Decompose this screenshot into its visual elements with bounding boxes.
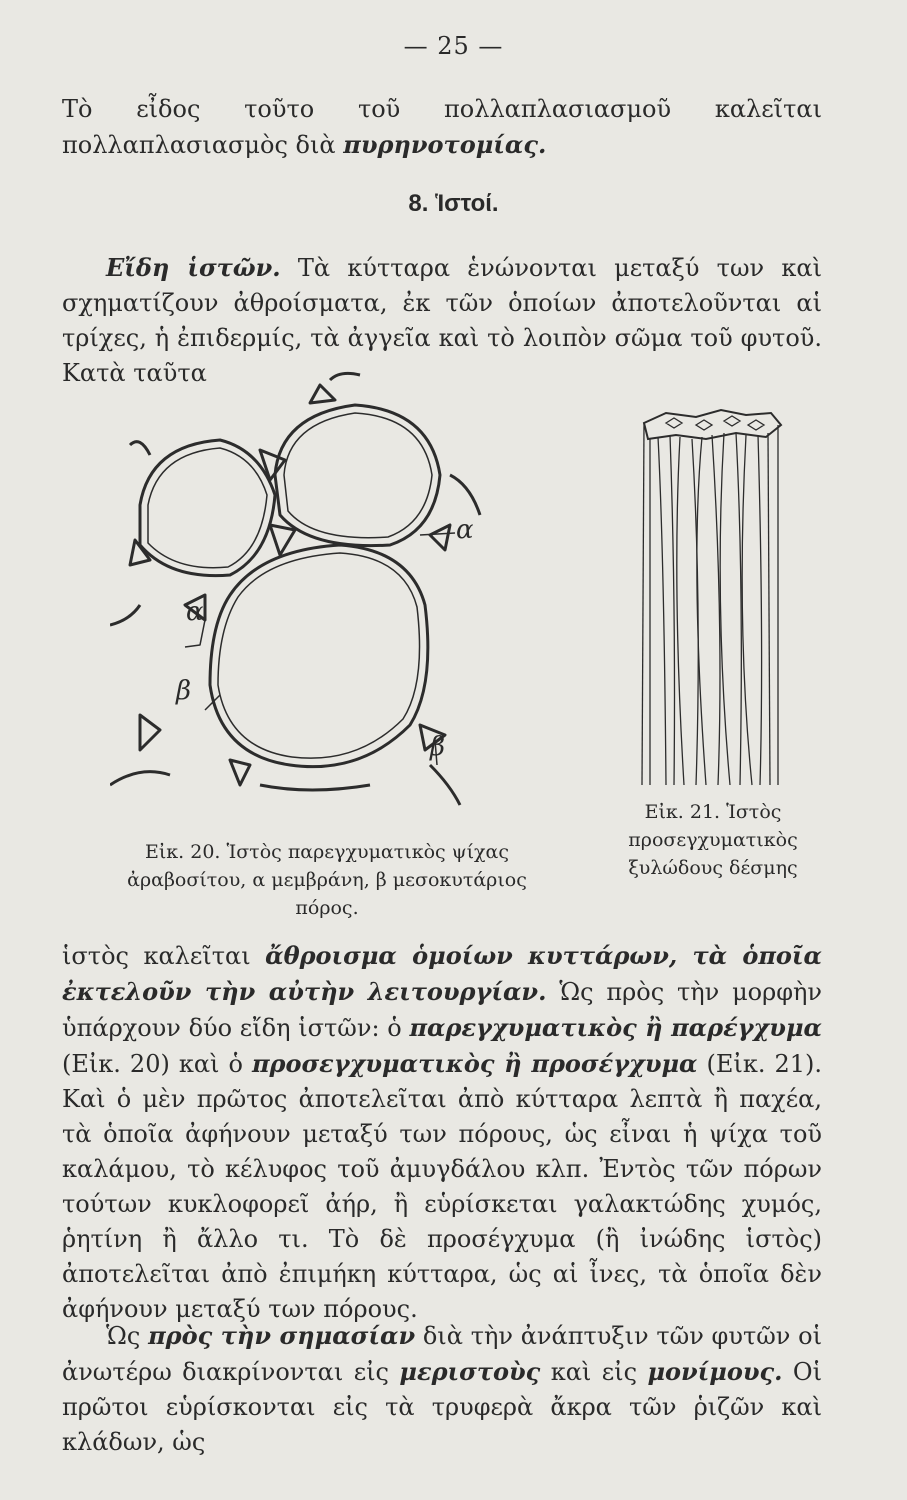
text-run: Οἱ πρῶτοι εὑρίσκονται εἰς τὰ τρυφερὰ ἄκρα τῶν ῥιζῶν καὶ κλάδων, ὡς bbox=[62, 1358, 823, 1456]
figure-20-label-b-left: β bbox=[176, 676, 192, 706]
text-run: Ὡς πρὸς τὴν μορφὴν ὑπάρχουν δύο εἴδη ἱστῶν: ὁ bbox=[62, 978, 822, 1042]
emphasis-run: μονίμους. bbox=[647, 1357, 783, 1386]
intro-text: Τὸ εἶδος τοῦτο τοῦ πολλαπλασιασμοῦ καλεῖται πολλαπλασιασμὸς διὰ bbox=[62, 95, 822, 159]
intercellular-pore bbox=[140, 715, 160, 750]
emphasis-run: προσεγχυματικὸς ἢ προσέγχυμα bbox=[251, 1049, 698, 1078]
figure-20-label-a-left: α bbox=[186, 597, 204, 627]
text-run: (Εἰκ. 20) καὶ ὁ bbox=[62, 1050, 252, 1078]
text-run: ἱστὸς καλεῖται bbox=[62, 942, 266, 970]
text-run: διὰ τὴν ἀνάπτυξιν τῶν φυτῶν οἱ ἀνωτέρω διακρίνονται εἰς bbox=[62, 1322, 823, 1386]
intercellular-pore bbox=[260, 450, 285, 480]
emphasis-run: παρεγχυματικὸς ἢ παρέγχυμα bbox=[409, 1013, 822, 1042]
figure-20-label-b-right: β bbox=[430, 732, 446, 762]
figure-21-prosenchyma-illustration bbox=[636, 405, 786, 795]
text-run: Ὡς bbox=[106, 1322, 149, 1350]
intercellular-pore bbox=[310, 385, 335, 403]
figure-20-label-a-top: α bbox=[456, 515, 474, 545]
emphasis-run: μεριστοὺς bbox=[399, 1357, 541, 1386]
text-run: καὶ εἰς bbox=[540, 1358, 648, 1386]
section-heading: 8. Ἱστοί. bbox=[408, 190, 499, 217]
cell-top-left bbox=[140, 440, 275, 576]
emphasis-run: πρὸς τὴν σημασίαν bbox=[148, 1321, 416, 1350]
intro-emphasis: πυρηνοτομίας. bbox=[343, 130, 547, 159]
text-run: (Εἰκ. 21). Καὶ ὁ μὲν πρῶτος ἀποτελεῖται ἀπὸ κύτταρα λεπτὰ ἢ παχέα, τὰ ὁποῖα ἀφήνουν μεταξύ των πόρους, ὡς εἶναι ἡ ψίχα τοῦ καλάμου, τὸ κέλυφος τοῦ ἀμυγδάλου κλπ. Ἐντὸς τῶν πόρων τούτων κυκλοφορεῖ ἀήρ, ἢ εὑρίσκεται γαλακτώδης χυμός, ῥητίνη ἢ ἄλλο τι. Τὸ δὲ προσέγχυμα (ἢ ἰνώδης ἱστὸς) ἀποτελεῖται ἀπὸ ἐπιμήκη κύτταρα, ὡς αἱ ἶνες, τὰ ὁποῖα δὲν ἀφήνουν μεταξύ των πόρους. bbox=[62, 1050, 822, 1323]
intro-paragraph bbox=[62, 92, 822, 163]
paragraph-tissue-significance bbox=[62, 1318, 822, 1460]
fibre-bundle-top-cells bbox=[644, 410, 781, 439]
intercellular-pore bbox=[270, 525, 295, 555]
cell-top-right bbox=[275, 405, 440, 546]
emphasis-run: ἄθροισμα ὁμοίων κυττάρων, τὰ ὁποῖα ἐκτελοῦν τὴν αὐτὴν λειτουργίαν. bbox=[62, 941, 822, 1006]
cell-large-bottom bbox=[210, 545, 428, 767]
page-number: — 25 — bbox=[403, 32, 504, 60]
paragraph-text: Τὰ κύτταρα ἑνώνονται μεταξύ των καὶ σχηματίζουν ἀθροίσματα, ἐκ τῶν ὁποίων ἀποτελοῦνται αἱ τρίχες, ἡ ἐπιδερμίς, τὰ ἀγγεῖα καὶ τὸ λοιπὸν σῶμα τοῦ φυτοῦ. Κατὰ ταῦτα bbox=[62, 254, 822, 387]
intercellular-pore bbox=[430, 525, 450, 550]
figure-20-caption: Εἰκ. 20. Ἱστὸς παρεγχυματικὸς ψίχας ἀραβοσίτου, α μεμβράνη, β μεσοκυτάριος πόρος. bbox=[127, 841, 527, 919]
figure-21-caption: Εἰκ. 21. Ἱστὸς προσεγχυματικὸς ξυλώδους δέσμης bbox=[628, 801, 798, 879]
paragraph-tissue-definition bbox=[62, 938, 822, 1327]
intercellular-pore bbox=[230, 760, 250, 785]
paragraph-lead: Εἴδη ἱστῶν. bbox=[106, 253, 281, 282]
